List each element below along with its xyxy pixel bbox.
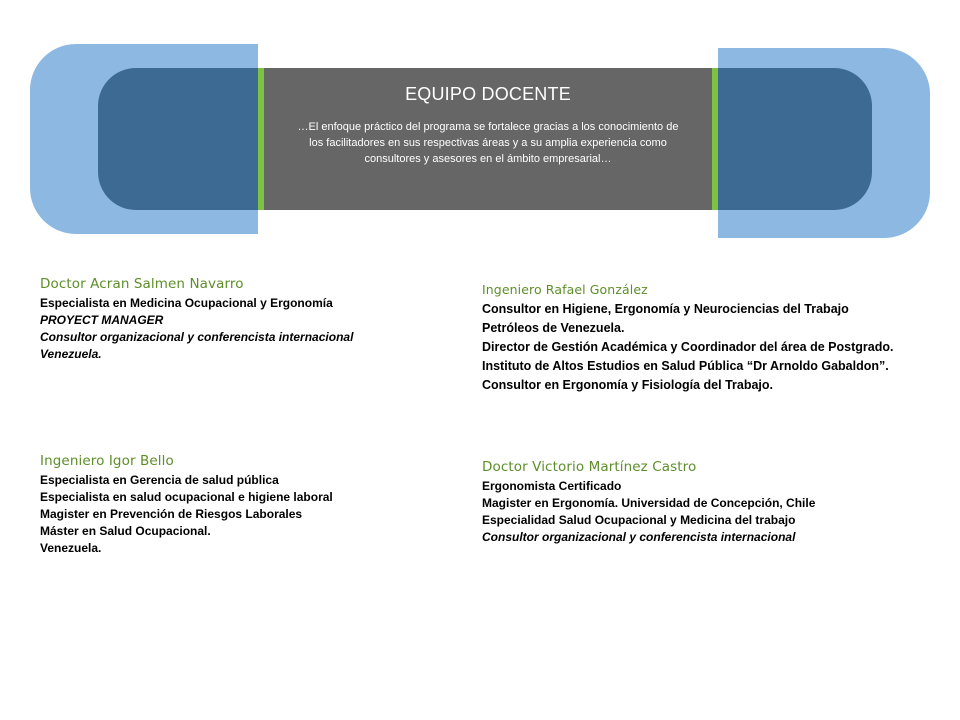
profile-acran-salmen	[40, 276, 460, 363]
header-panel	[258, 68, 718, 210]
profile-line: Especialidad Salud Ocupacional y Medicina del trabajo	[482, 513, 796, 527]
profile-line: Especialista en salud ocupacional e higiene laboral	[40, 490, 333, 504]
profile-line: Consultor en Higiene, Ergonomía y Neurociencias del Trabajo Petróleos de Venezuela.	[482, 302, 849, 335]
profile-rafael-gonzalez	[482, 282, 902, 395]
profile-name: Ingeniero Rafael González	[482, 282, 648, 297]
profile-line: Especialista en Gerencia de salud pública	[40, 473, 279, 487]
profile-name: Doctor Victorio Martínez Castro	[482, 459, 697, 475]
profile-line: Director de Gestión Académica y Coordinador del área de Postgrado. Instituto de Altos Estudios en Salud Pública “Dr Arnoldo Gabaldon”.	[482, 340, 894, 373]
profile-igor-bello	[40, 453, 460, 557]
profile-line: Consultor organizacional y conferencista internacional	[482, 530, 796, 544]
decorative-dark-blue-right	[708, 68, 872, 210]
profile-line: Máster en Salud Ocupacional.	[40, 524, 211, 538]
profile-line: PROYECT MANAGER	[40, 313, 164, 327]
page-title: EQUIPO DOCENTE	[405, 84, 571, 104]
profile-line: Especialista en Medicina Ocupacional y Ergonomía	[40, 296, 333, 310]
profile-line: Venezuela.	[40, 347, 102, 361]
profile-line: Ergonomista Certificado	[482, 479, 622, 493]
profile-line: Magister en Prevención de Riesgos Laborales	[40, 507, 303, 521]
profile-line: Venezuela.	[40, 541, 102, 555]
decorative-dark-blue-left	[98, 68, 268, 210]
profile-name: Doctor Acran Salmen Navarro	[40, 276, 244, 292]
profile-line: Magister en Ergonomía. Universidad de Concepción, Chile	[482, 496, 816, 510]
profile-line: Consultor organizacional y conferencista internacional	[40, 330, 354, 344]
profile-line: Consultor en Ergonomía y Fisiología del Trabajo.	[482, 378, 774, 392]
profile-victorio-martinez	[482, 459, 902, 546]
header-description: …El enfoque práctico del programa se fortalece gracias a los conocimiento de los facilitadores en sus respectivas áreas y a su amplia experiencia como consultores y asesores en el ámbito empresarial…	[297, 121, 679, 165]
profile-name: Ingeniero Igor Bello	[40, 453, 174, 469]
